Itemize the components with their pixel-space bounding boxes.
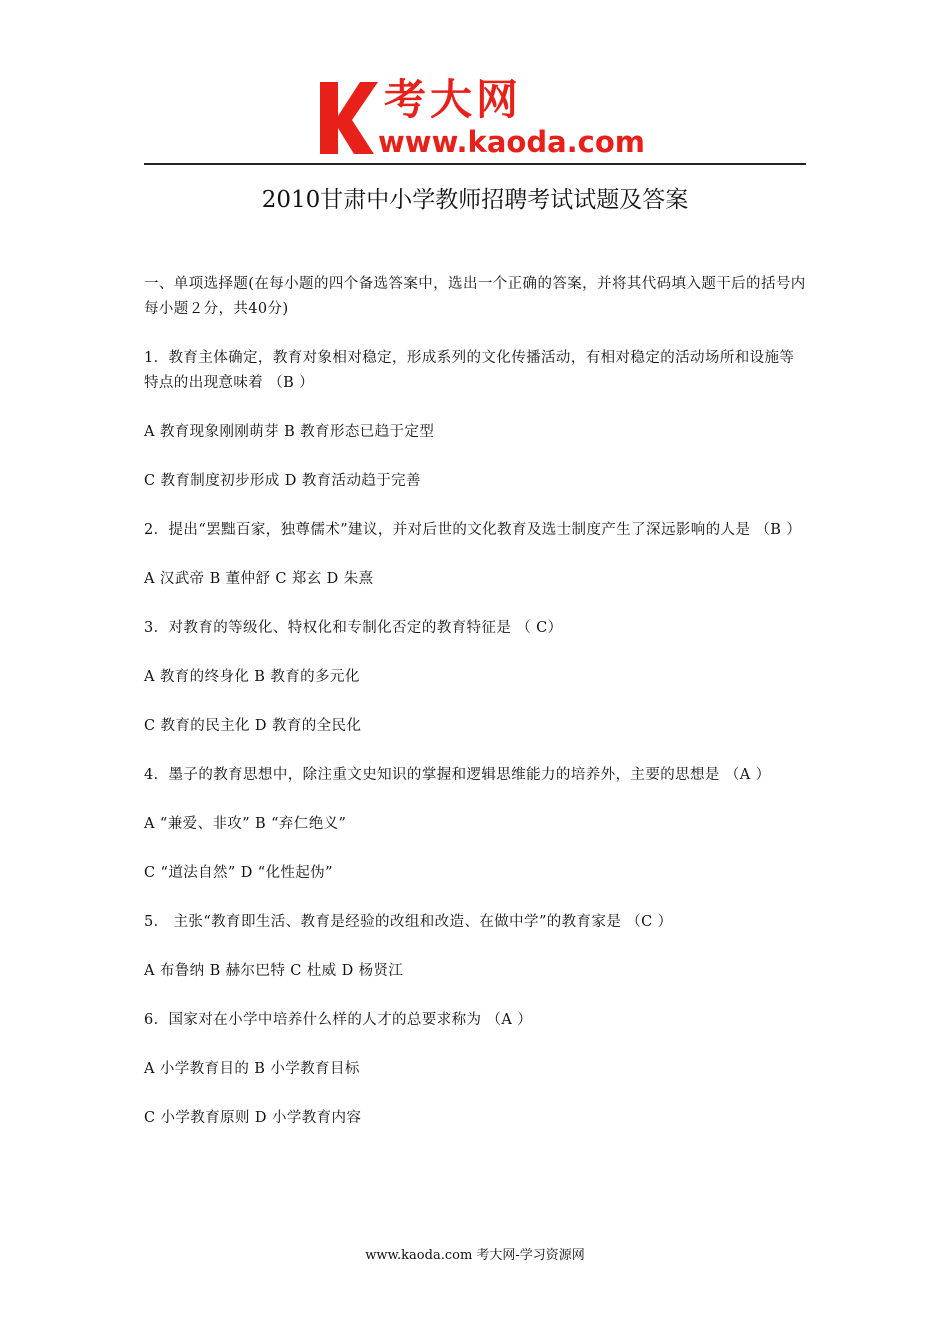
question-1-options-ab: A 教育现象刚刚萌芽 B 教育形态已趋于定型 [144,424,435,440]
question-3: 3．对教育的等级化、特权化和专制化否定的教育特征是 （ C） [144,620,563,636]
kaoda-logo-k-icon [316,76,380,156]
logo-url[interactable]: www.kaoda.com [378,125,645,159]
question-6-options-cd: C 小学教育原则 D 小学教育内容 [144,1110,362,1126]
question-4: 4．墨子的教育思想中，除注重文史知识的掌握和逻辑思维能力的培养外，主要的思想是 （A ） [144,767,771,783]
question-1: 1．教育主体确定，教育对象相对稳定，形成系列的文化传播活动，有相对稳定的活动场所和设施等特点的出现意味着 （B ） [144,350,795,391]
question-5-options: A 布鲁纳 B 赫尔巴特 C 杜威 D 杨贤江 [144,963,404,979]
question-6: 6．国家对在小学中培养什么样的人才的总要求称为 （A ） [144,1012,533,1028]
document-body [144,272,808,1131]
header-divider [144,163,806,165]
logo-text: 考大网 [384,75,523,124]
question-1-options-cd: C 教育制度初步形成 D 教育活动趋于完善 [144,473,421,489]
question-2: 2．提出“罢黜百家，独尊儒术”建议，并对后世的文化教育及选士制度产生了深远影响的人是 （B ） [144,522,802,538]
question-4-options-cd: C “道法自然” D “化性起伪” [144,865,333,881]
question-6-options-ab: A 小学教育目的 B 小学教育目标 [144,1061,360,1077]
page-header [0,0,950,170]
question-5: 5． 主张“教育即生活、教育是经验的改组和改造、在做中学”的教育家是 （C ） [144,914,673,930]
section-heading: 一、单项选择题(在每小题的四个备选答案中，选出一个正确的答案，并将其代码填入题干后的括号内每小题２分，共40分) [144,276,806,317]
question-3-options-ab: A 教育的终身化 B 教育的多元化 [144,669,360,685]
question-2-options: A 汉武帝 B 董仲舒 C 郑玄 D 朱熹 [144,571,374,587]
page-footer: www.kaoda.com 考大网-学习资源网 [365,1248,585,1263]
document-title: 2010甘肃中小学教师招聘考试试题及答案 [261,187,689,213]
question-3-options-cd: C 教育的民主化 D 教育的全民化 [144,718,362,734]
question-4-options-ab: A “兼爱、非攻” B “弃仁绝义” [144,816,347,832]
